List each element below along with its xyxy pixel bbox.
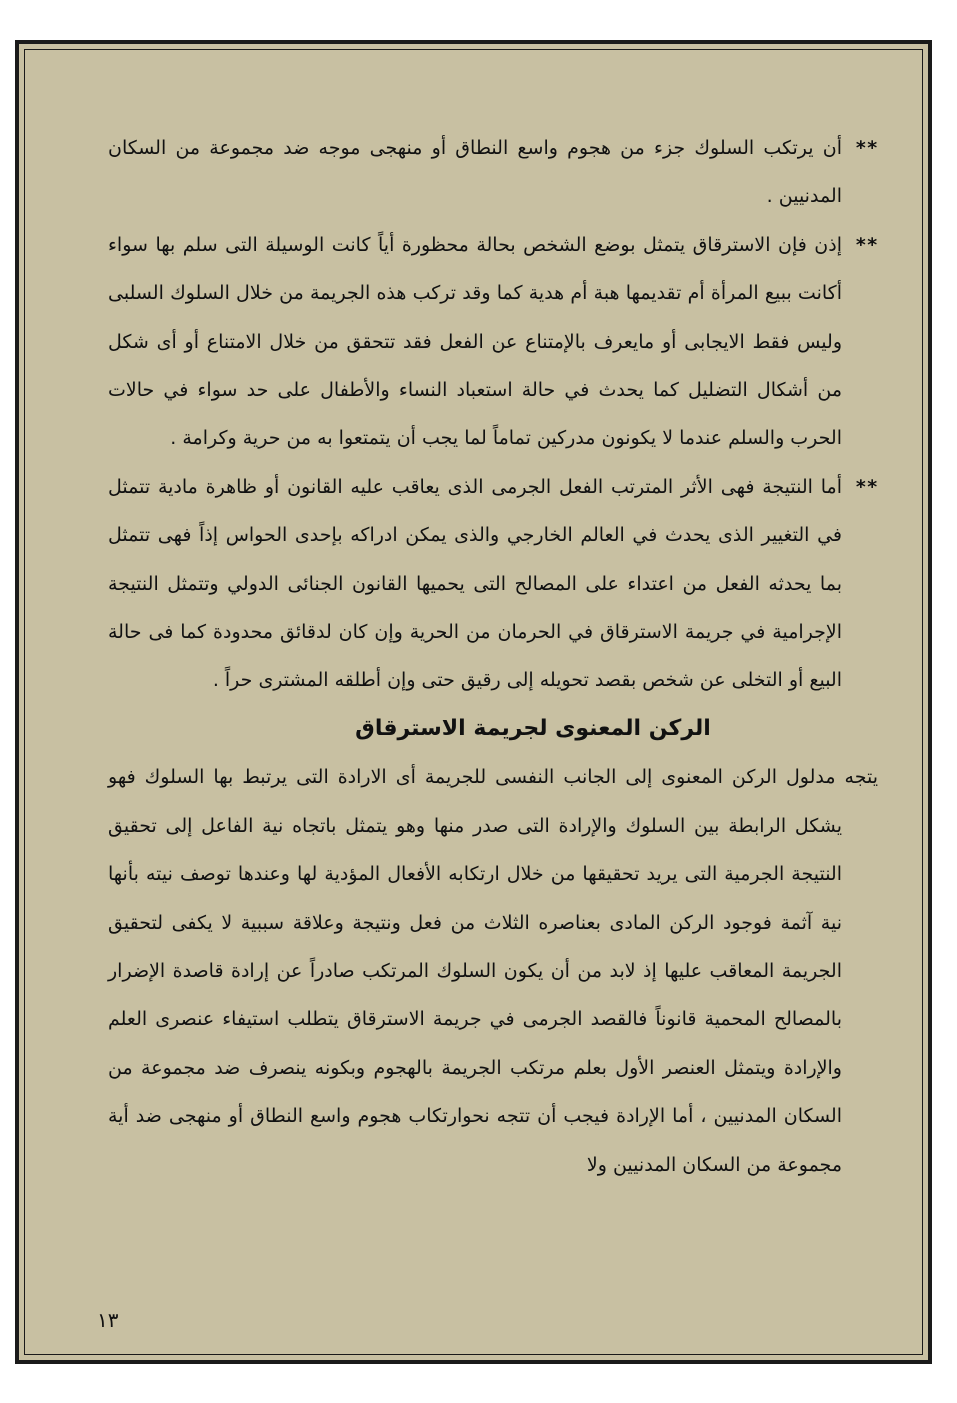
paragraph-bullet-2 xyxy=(108,221,878,463)
bullet-marker: ** xyxy=(855,475,878,498)
section-heading: الركن المعنوى لجريمة الاسترقاق xyxy=(355,715,711,741)
paragraph-text: أن يرتكب السلوك جزء من هجوم واسع النطاق أو منهجى موجه ضد مجموعة من السكان المدنيين . xyxy=(108,137,842,208)
bullet-marker: ** xyxy=(855,137,878,159)
bullet-marker: ** xyxy=(855,233,878,256)
section-body-paragraph: يتجه مدلول الركن المعنوى إلى الجانب النفسى للجريمة أى الارادة التى يرتبط بها السلوك فهو يشكل الرابطة بين السلوك والإرادة التى صدر منها وهو يتمثل باتجاه نية الفاعل إلى تحقيق النتيجة الجرمية التى يريد تحقيقها من خلال ارتكابه الأفعال المؤدية لها وعندها توصف نيته بأنها نية آثمة فوجود الركن المادى بعناصره الثلاث من فعل ونتيجة وعلاقة سببية لا يكفى لتحقيق الجريمة المعاقب عليها إذ لابد من أن يكون السلوك المرتكب صادراً عن إرادة قاصدة الإضرار بالمصالح المحمية قانوناً فالقصد الجرمى في جريمة الاسترقاق يتطلب استيفاء عنصرى العلم والإرادة ويتمثل العنصر الأول بعلم مرتكب الجريمة بالهجوم وبكونه ينصرف ضد مجموعة من السكان المدنيين ، أما الإرادة فيجب أن تتجه نحوارتكاب هجوم واسع النطاق أو منهجى ضد أية مجموعة من السكان المدنيين ولا xyxy=(108,766,878,1176)
paragraph-bullet-3 xyxy=(108,463,878,705)
paragraph-text: إذن فإن الاسترقاق يتمثل بوضع الشخص بحالة محظورة أياً كانت الوسيلة التى سلم بها سواء أكانت ببيع المرأة أم تقديمها هبة أم هدية كما وقد تركب هذه الجريمة من خلال السلوك السلبى وليس فقط الايجابى أو مايعرف بالإمتناع عن الفعل فقد تتحقق من خلال الامتناع أو أى شكل من أشكال التضليل كما يحدث في حالة استعباد النساء والأطفال على حد سواء في حالات الحرب والسلم عندما لا يكونون مدركين تماماً لما يجب أن يتمتعوا به من حرية وكرامة . xyxy=(108,233,842,450)
paragraph-text: أما النتيجة فهى الأثر المترتب الفعل الجرمى الذى يعاقب عليه القانون أو ظاهرة مادية تتمثل في التغيير الذى يحدث في العالم الخارجي والذى يمكن ادراكه بإحدى الحواس إذاً فهى تتمثل بما يحدثه الفعل من اعتداء على المصالح التى يحميها القانون الجنائى الدولي وتتمثل النتيجة الإجرامية في جريمة الاسترقاق في الحرمان من الحرية وإن كان لدقائق محدودة كما فى حالة البيع أو التخلى عن شخص بقصد تحويله إلى رقيق حتى وإن أطلقه المشترى حراً . xyxy=(108,475,842,692)
page-content xyxy=(108,124,878,1189)
page-number: ١٣ xyxy=(97,1308,119,1332)
paragraph-bullet-1 xyxy=(108,124,878,221)
